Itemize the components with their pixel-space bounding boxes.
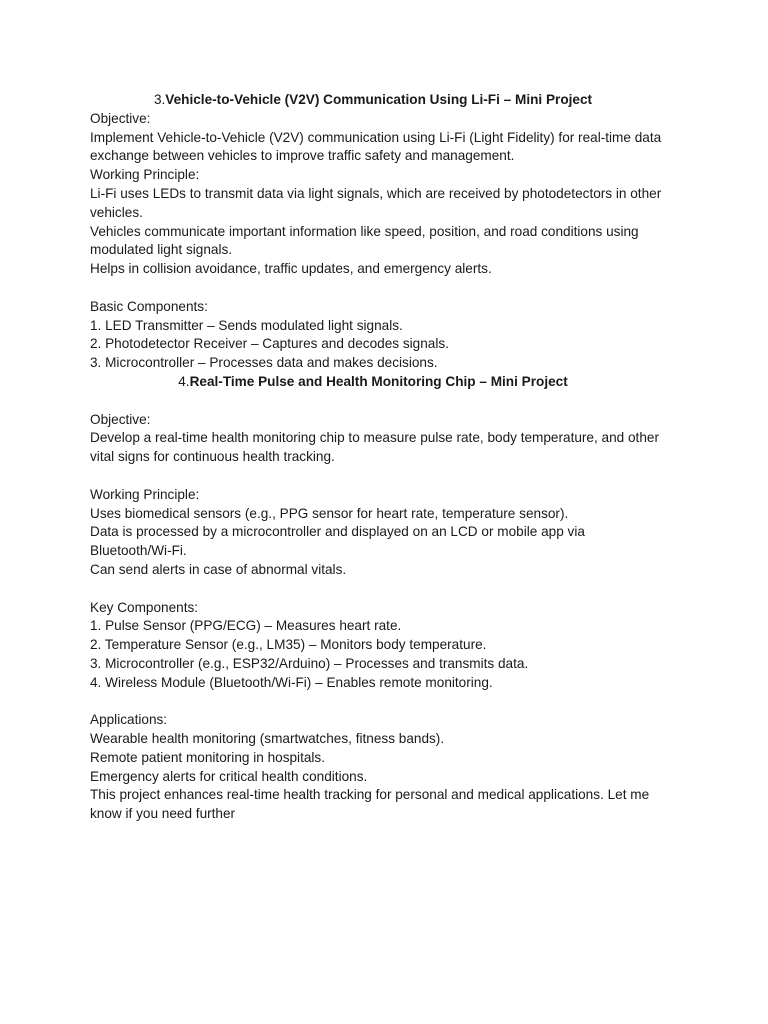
- section-4-objective-line: vital signs for continuous health tracking.: [90, 449, 335, 465]
- spacer: [90, 693, 690, 712]
- spacer: [90, 580, 690, 599]
- spacer: [90, 467, 690, 486]
- section-3-objective-line: exchange between vehicles to improve traffic safety and management.: [90, 148, 515, 164]
- spacer: [90, 279, 690, 298]
- section-3-component-item: 1. LED Transmitter – Sends modulated light signals.: [90, 317, 403, 333]
- section-4-principle-line: Uses biomedical sensors (e.g., PPG sensor for heart rate, temperature sensor).: [90, 505, 569, 521]
- section-4-component-item: 3. Microcontroller (e.g., ESP32/Arduino) – Processes and transmits data.: [90, 655, 529, 671]
- section-4-component-item: 4. Wireless Module (Bluetooth/Wi-Fi) – Enables remote monitoring.: [90, 674, 493, 690]
- section-3-principle-line: vehicles.: [90, 204, 143, 220]
- section-4-applications-label: Applications:: [90, 712, 168, 728]
- section-3-components-label: Basic Components:: [90, 298, 208, 314]
- section-3-title: Vehicle-to-Vehicle (V2V) Communication Using Li-Fi – Mini Project: [165, 92, 593, 107]
- section-4-objective-line: Develop a real-time health monitoring chip to measure pulse rate, body temperature, and other: [90, 430, 659, 446]
- section-4-application-item: Remote patient monitoring in hospitals.: [90, 749, 325, 765]
- section-3-principle-line: modulated light signals.: [90, 242, 233, 258]
- section-4-component-item: 2. Temperature Sensor (e.g., LM35) – Monitors body temperature.: [90, 637, 487, 653]
- section-4-component-item: 1. Pulse Sensor (PPG/ECG) – Measures heart rate.: [90, 618, 402, 634]
- section-4-objective-label: Objective:: [90, 411, 151, 427]
- document-page: [90, 91, 690, 824]
- section-4-components-label: Key Components:: [90, 599, 199, 615]
- section-4-application-item: Wearable health monitoring (smartwatches, fitness bands).: [90, 731, 445, 747]
- section-3-objective-line: Implement Vehicle-to-Vehicle (V2V) communication using Li-Fi (Light Fidelity) for real-time data: [90, 129, 662, 145]
- section-4-closing-line: This project enhances real-time health tracking for personal and medical applications. Let me: [90, 787, 650, 803]
- section-3-principle-line: Helps in collision avoidance, traffic updates, and emergency alerts.: [90, 261, 492, 277]
- section-4-principle-line: Can send alerts in case of abnormal vitals.: [90, 561, 347, 577]
- section-4-principle-line: Data is processed by a microcontroller and displayed on an LCD or mobile app via: [90, 524, 585, 540]
- section-4-closing-line: know if you need further: [90, 806, 236, 822]
- section-3-heading: [90, 91, 690, 110]
- section-3-number: 3.: [153, 92, 166, 107]
- section-3-principle-line: Vehicles communicate important information like speed, position, and road conditions using: [90, 223, 639, 239]
- section-3-principle-line: Li-Fi uses LEDs to transmit data via light signals, which are received by photodetectors in other: [90, 185, 662, 201]
- section-3-principle-label: Working Principle:: [90, 167, 200, 183]
- spacer: [90, 392, 690, 411]
- section-4-title: Real-Time Pulse and Health Monitoring Chip – Mini Project: [189, 373, 568, 389]
- section-4-application-item: Emergency alerts for critical health conditions.: [90, 768, 368, 784]
- section-4-principle-line: Bluetooth/Wi-Fi.: [90, 543, 187, 559]
- section-3-component-item: 2. Photodetector Receiver – Captures and decodes signals.: [90, 336, 449, 352]
- section-3-component-item: 3. Microcontroller – Processes data and makes decisions.: [90, 355, 438, 371]
- section-4-number: 4.: [178, 373, 190, 389]
- section-4-principle-label: Working Principle:: [90, 486, 200, 502]
- section-4-heading: [90, 373, 690, 392]
- section-3-objective-label: Objective:: [90, 110, 151, 126]
